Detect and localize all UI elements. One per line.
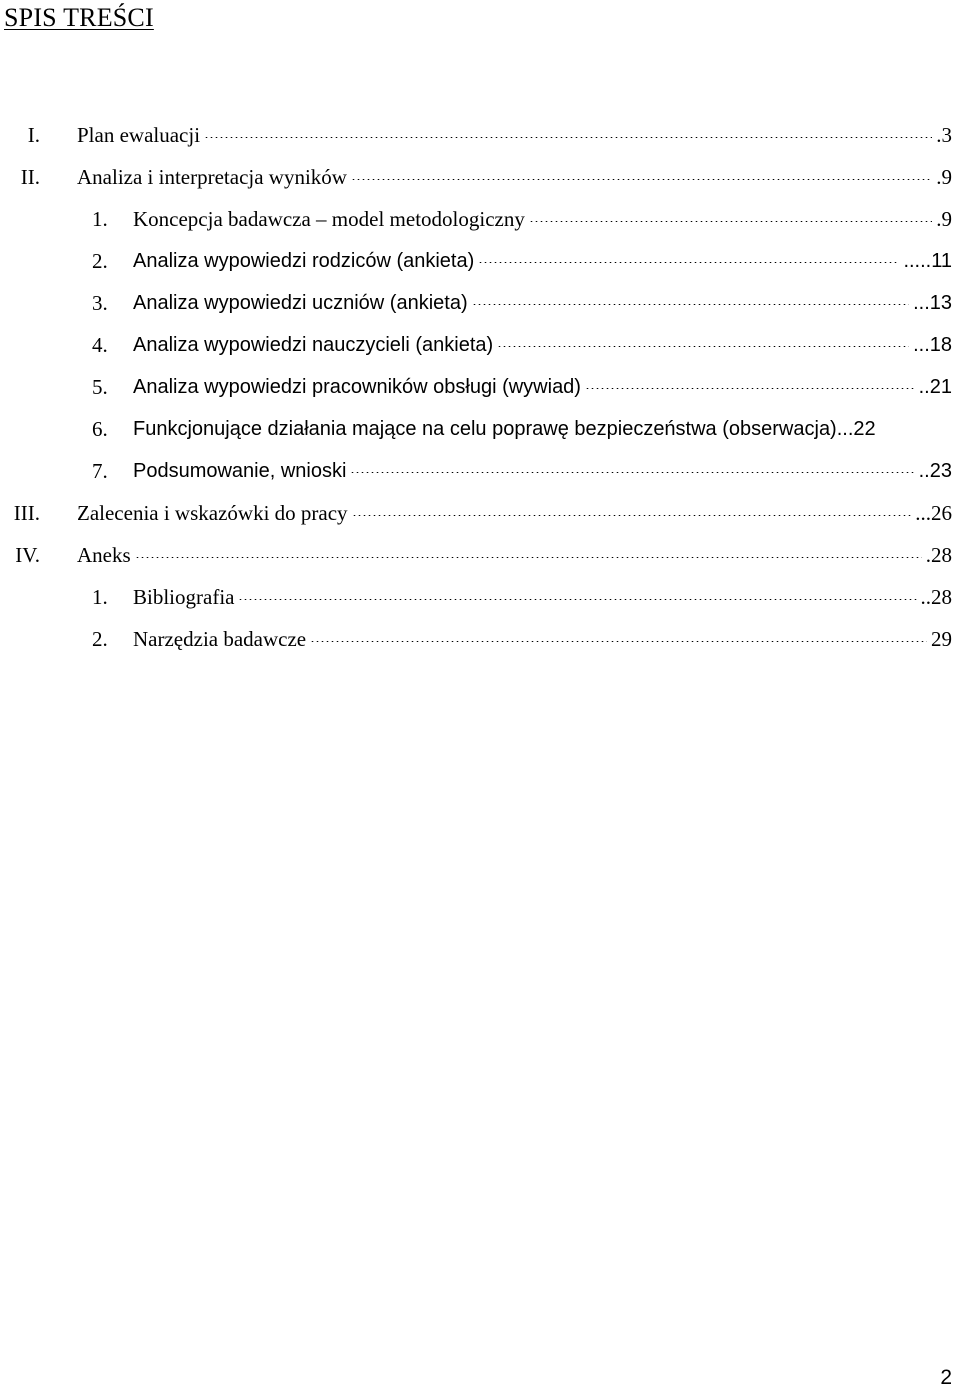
toc-leader-dots (135, 557, 922, 558)
toc-entry[interactable] (0, 576, 960, 618)
toc-entry[interactable] (0, 324, 960, 366)
toc-entry-number: 3. (92, 291, 108, 315)
toc-entry-dots: ... (913, 334, 930, 356)
toc-entry[interactable] (0, 366, 960, 408)
toc-entry-dots: . (925, 543, 931, 567)
toc-entry-page: 9 (941, 165, 952, 189)
toc-entry-title: Analiza wypowiedzi rodziców (ankieta) (133, 250, 475, 272)
toc-leader-dots (351, 179, 932, 180)
toc-entry-page: 22 (853, 418, 876, 440)
toc-entry-number: 2. (92, 249, 108, 273)
toc-entry-page: 28 (931, 543, 952, 567)
toc-leader-dots (497, 346, 909, 347)
page-title: SPIS TREŚCI (4, 3, 154, 32)
toc-entry-dots: ... (915, 501, 931, 525)
toc-entry[interactable] (0, 240, 960, 282)
page-number: 2 (940, 1366, 952, 1389)
toc-entry-page: 9 (941, 207, 952, 231)
toc-leader-dots (529, 221, 932, 222)
toc-entry-dots: ... (836, 418, 854, 440)
toc-entry-page: 26 (931, 501, 952, 525)
toc-entry-dots: . (936, 165, 942, 189)
toc-entry-title: Podsumowanie, wnioski (133, 460, 347, 482)
toc-leader-dots (310, 641, 927, 642)
toc-entry[interactable] (0, 282, 960, 324)
toc-entry-number: IV. (15, 543, 40, 567)
toc-entry[interactable] (0, 534, 960, 576)
toc-entry-title: Analiza i interpretacja wyników (77, 165, 347, 189)
toc-entry[interactable] (0, 156, 960, 198)
toc-entry[interactable] (0, 408, 960, 450)
toc-entry-title: Analiza wypowiedzi pracowników obsługi (wywiad) (133, 376, 581, 398)
toc-entry-page: 3 (941, 123, 952, 147)
toc-leader-dots (238, 599, 916, 600)
toc-entry-dots: ..... (903, 250, 932, 272)
toc-entry-number: II. (20, 165, 40, 189)
toc-entry[interactable] (0, 492, 960, 534)
toc-entry-title: Plan ewaluacji (77, 123, 201, 147)
toc-entry-page: 13 (929, 292, 952, 314)
toc-entry[interactable] (0, 114, 960, 156)
toc-entry[interactable] (0, 618, 960, 660)
toc-entry-number: III. (13, 501, 40, 525)
toc-entry-page: 29 (931, 627, 952, 651)
toc-entry-number: 7. (92, 459, 108, 483)
toc-entry-title: Koncepcja badawcza – model metodologiczny (133, 207, 525, 231)
toc-entry-title: Bibliografia (133, 585, 235, 609)
toc-entry-title: Aneks (77, 543, 131, 567)
toc-entry-title: Zalecenia i wskazówki do pracy (77, 501, 348, 525)
toc-entry-page: 28 (931, 585, 952, 609)
toc-entry-number: 4. (92, 333, 108, 357)
toc-entry-dots: ... (913, 292, 930, 314)
toc-entry-dots: . (936, 123, 942, 147)
toc-entry[interactable] (0, 450, 960, 492)
toc-entry-number: 2. (92, 627, 108, 651)
toc-leader-dots (585, 388, 915, 389)
toc-entry-dots: .. (920, 585, 931, 609)
toc-entry-dots: . (936, 207, 942, 231)
toc-entry-page: 21 (929, 376, 952, 398)
toc-entry-page: 18 (929, 334, 952, 356)
toc-entry-title: Analiza wypowiedzi nauczycieli (ankieta) (133, 334, 494, 356)
toc-entry-page: 23 (929, 460, 952, 482)
toc-leader-dots (472, 304, 909, 305)
toc-entry-number: I. (27, 123, 40, 147)
toc-entry-title: Narzędzia badawcze (133, 627, 307, 651)
toc-entry-number: 6. (92, 417, 108, 441)
toc-entry-title: Analiza wypowiedzi uczniów (ankieta) (133, 292, 468, 314)
toc-entry-dots: .. (918, 460, 930, 482)
toc-leader-dots (352, 515, 912, 516)
toc-entry-number: 1. (92, 207, 108, 231)
toc-entry-number: 5. (92, 375, 108, 399)
toc-entry-title: Funkcjonujące działania mające na celu poprawę bezpieczeństwa (obserwacja) (133, 418, 837, 440)
toc-entry-page: 11 (931, 250, 952, 272)
toc-leader-dots (350, 472, 914, 473)
toc-leader-dots (204, 137, 932, 138)
toc-leader-dots (478, 262, 899, 263)
toc-entry[interactable] (0, 198, 960, 240)
toc-entry-dots: .. (918, 376, 930, 398)
toc-entry-number: 1. (92, 585, 108, 609)
